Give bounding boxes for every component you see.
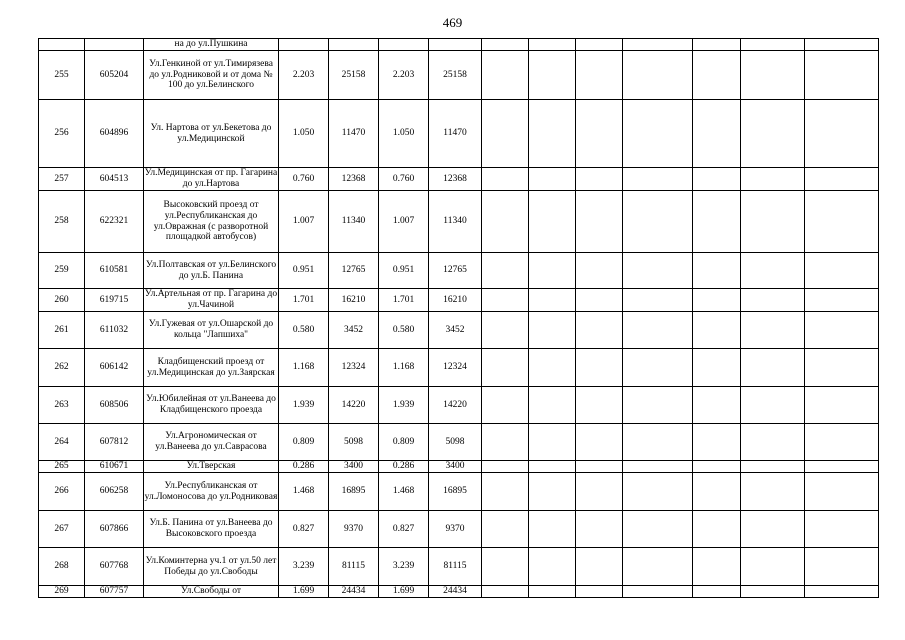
table-row: [39, 424, 879, 461]
length-cell: 1.701: [279, 289, 329, 312]
empty-cell: [529, 461, 576, 473]
empty-cell: [482, 424, 529, 461]
length-cell: 0.951: [279, 253, 329, 289]
empty-cell: [693, 289, 741, 312]
area-cell: 11470: [329, 100, 379, 168]
code-cell: 611032: [85, 312, 144, 349]
empty-cell: [623, 191, 693, 253]
empty-cell: [693, 586, 741, 598]
street-name-cell: Ул.Свободы от: [144, 586, 279, 598]
area-cell: 3452: [329, 312, 379, 349]
empty-cell: [741, 511, 805, 548]
empty-cell: [576, 548, 623, 586]
row-number-cell: 255: [39, 51, 85, 100]
code-cell: 606258: [85, 473, 144, 511]
street-name-cell: Ул.Генкиной от ул.Тимирязева до ул.Родниковой и от дома № 100 до ул.Белинского: [144, 51, 279, 100]
length-cell: 1.007: [279, 191, 329, 253]
empty-cell: [693, 100, 741, 168]
length-cell: 1.939: [379, 387, 429, 424]
empty-cell: [576, 511, 623, 548]
table-body: [39, 39, 879, 598]
area-cell: 12765: [429, 253, 482, 289]
empty-cell: [741, 312, 805, 349]
table-row: [39, 312, 879, 349]
empty-cell: [805, 168, 879, 191]
area-cell: 12765: [329, 253, 379, 289]
empty-cell: [741, 100, 805, 168]
empty-cell: [529, 168, 576, 191]
empty-cell: [482, 168, 529, 191]
street-name-cell: Ул.Юбилейная от ул.Ванеева до Кладбищенского проезда: [144, 387, 279, 424]
length-cell: 1.699: [379, 586, 429, 598]
empty-cell: [576, 473, 623, 511]
row-number-cell: 261: [39, 312, 85, 349]
empty-cell: [805, 586, 879, 598]
area-cell: 11340: [429, 191, 482, 253]
street-name-cell: Ул.Тверская: [144, 461, 279, 473]
empty-cell: [529, 586, 576, 598]
empty-cell: [805, 289, 879, 312]
empty-cell: [529, 253, 576, 289]
row-number-cell: 257: [39, 168, 85, 191]
row-number-cell: 259: [39, 253, 85, 289]
area-cell: 16210: [329, 289, 379, 312]
street-name-cell: на до ул.Пушкина: [144, 39, 279, 51]
length-cell: 0.827: [379, 511, 429, 548]
area-cell: 9370: [429, 511, 482, 548]
length-cell: 1.168: [379, 349, 429, 387]
empty-cell: [529, 511, 576, 548]
table-row: [39, 461, 879, 473]
empty-cell: [741, 461, 805, 473]
empty-cell: [482, 312, 529, 349]
row-number-cell: 263: [39, 387, 85, 424]
empty-cell: [529, 51, 576, 100]
empty-cell: [482, 349, 529, 387]
table-row: [39, 168, 879, 191]
table-row: [39, 586, 879, 598]
empty-cell: [529, 548, 576, 586]
empty-cell: [693, 253, 741, 289]
code-cell: 619715: [85, 289, 144, 312]
length-cell: 1.699: [279, 586, 329, 598]
table-row: [39, 387, 879, 424]
area-cell: 16895: [429, 473, 482, 511]
street-name-cell: Ул.Артельная от пр. Гагарина до ул.Чачиной: [144, 289, 278, 310]
length-cell: 0.827: [279, 511, 329, 548]
table-row: [39, 51, 879, 100]
row-number-cell: 258: [39, 191, 85, 253]
code-cell: 607812: [85, 424, 144, 461]
row-number-cell: 256: [39, 100, 85, 168]
table-row: [39, 473, 879, 511]
empty-cell: [623, 473, 693, 511]
area-cell: 16210: [429, 289, 482, 312]
empty-cell: [693, 424, 741, 461]
empty-cell: [623, 312, 693, 349]
code-cell: 607866: [85, 511, 144, 548]
empty-cell: [529, 289, 576, 312]
empty-cell: [805, 312, 879, 349]
length-cell: 1.050: [279, 100, 329, 168]
empty-cell: [805, 253, 879, 289]
empty-cell: [623, 168, 693, 191]
area-cell: 3452: [429, 312, 482, 349]
empty-cell: [693, 461, 741, 473]
length-cell: 0.760: [379, 168, 429, 191]
area-cell: 12368: [329, 168, 379, 191]
empty-cell: [805, 511, 879, 548]
empty-cell: [805, 100, 879, 168]
empty-cell: [805, 51, 879, 100]
page-number: 469: [442, 15, 463, 30]
empty-cell: [482, 473, 529, 511]
empty-cell: [623, 253, 693, 289]
street-name-cell: Кладбищенский проезд от ул.Медицинская до ул.Заярская: [144, 349, 279, 387]
empty-cell: [482, 191, 529, 253]
empty-cell: [805, 424, 879, 461]
empty-cell: [741, 473, 805, 511]
empty-cell: [529, 100, 576, 168]
empty-cell: [693, 51, 741, 100]
empty-cell: [482, 289, 529, 312]
area-cell: 16895: [329, 473, 379, 511]
empty-cell: [805, 461, 879, 473]
empty-cell: [482, 253, 529, 289]
table-row: [39, 511, 879, 548]
code-cell: 605204: [85, 51, 144, 100]
empty-cell: [693, 312, 741, 349]
table-row: [39, 253, 879, 289]
table-row: [39, 100, 879, 168]
empty-cell: [741, 253, 805, 289]
code-cell: 610671: [85, 461, 144, 473]
empty-cell: [623, 387, 693, 424]
empty-cell: [576, 100, 623, 168]
row-number-cell: 268: [39, 548, 85, 586]
empty-cell: [741, 51, 805, 100]
area-cell: 25158: [429, 51, 482, 100]
empty-cell: [623, 424, 693, 461]
area-cell: 9370: [329, 511, 379, 548]
empty-cell: [576, 168, 623, 191]
empty-cell: [805, 387, 879, 424]
empty-cell: [576, 424, 623, 461]
area-cell: 81115: [429, 548, 482, 586]
area-cell: 12324: [429, 349, 482, 387]
empty-cell: [805, 473, 879, 511]
empty-cell: [576, 586, 623, 598]
code-cell: [85, 39, 144, 51]
empty-cell: [529, 312, 576, 349]
row-number-cell: 265: [39, 461, 85, 473]
empty-cell: [805, 349, 879, 387]
length-cell: 1.050: [379, 100, 429, 168]
code-cell: 610581: [85, 253, 144, 289]
length-cell: 3.239: [279, 548, 329, 586]
row-number-cell: 262: [39, 349, 85, 387]
empty-cell: [576, 312, 623, 349]
row-number-cell: 260: [39, 289, 85, 312]
empty-cell: [741, 191, 805, 253]
length-cell: 0.286: [379, 461, 429, 473]
empty-cell: [576, 51, 623, 100]
code-cell: 604513: [85, 168, 144, 191]
table-row-continuation: [39, 39, 879, 51]
empty-cell: [623, 461, 693, 473]
length-cell: 1.007: [379, 191, 429, 253]
code-cell: 607768: [85, 548, 144, 586]
street-name-cell: Ул.Медицинская от пр. Гагарина до ул.Нартова: [144, 168, 278, 189]
area-cell: 5098: [429, 424, 482, 461]
empty-cell: [623, 586, 693, 598]
length-cell: 0.580: [379, 312, 429, 349]
empty-cell: [693, 168, 741, 191]
street-name-cell: Ул.Б. Панина от ул.Ванеева до Высоковского проезда: [144, 511, 279, 548]
length-cell: 0.809: [279, 424, 329, 461]
length-cell: 1.468: [379, 473, 429, 511]
empty-cell: [576, 349, 623, 387]
empty-cell: [693, 191, 741, 253]
row-number-cell: 266: [39, 473, 85, 511]
empty-cell: [693, 473, 741, 511]
area-cell: 12368: [429, 168, 482, 191]
empty-cell: [576, 289, 623, 312]
area-cell: 25158: [329, 51, 379, 100]
area-cell: 11340: [329, 191, 379, 253]
empty-cell: [623, 548, 693, 586]
length-cell: 3.239: [379, 548, 429, 586]
area-cell: 3400: [429, 461, 482, 473]
empty-cell: [741, 168, 805, 191]
area-cell: 11470: [429, 100, 482, 168]
code-cell: 604896: [85, 100, 144, 168]
empty-cell: [482, 586, 529, 598]
empty-cell: [482, 548, 529, 586]
length-cell: 0.951: [379, 253, 429, 289]
empty-cell: [576, 191, 623, 253]
empty-cell: [576, 461, 623, 473]
empty-cell: [693, 548, 741, 586]
empty-cell: [623, 289, 693, 312]
code-cell: 622321: [85, 191, 144, 253]
area-cell: 12324: [329, 349, 379, 387]
empty-cell: [693, 349, 741, 387]
street-name-cell: Ул.Коминтерна уч.1 от ул.50 лет Победы до ул.Свободы: [144, 548, 279, 586]
empty-cell: [741, 586, 805, 598]
empty-cell: [623, 511, 693, 548]
empty-cell: [482, 100, 529, 168]
row-number-cell: [39, 39, 85, 51]
table-row: [39, 289, 879, 312]
empty-cell: [741, 349, 805, 387]
empty-cell: [482, 51, 529, 100]
code-cell: 607757: [85, 586, 144, 598]
area-cell: 24434: [329, 586, 379, 598]
empty-cell: [693, 387, 741, 424]
row-number-cell: 267: [39, 511, 85, 548]
empty-cell: [482, 387, 529, 424]
length-cell: 2.203: [379, 51, 429, 100]
code-cell: 608506: [85, 387, 144, 424]
empty-cell: [805, 548, 879, 586]
length-cell: 2.203: [279, 51, 329, 100]
roads-table: [38, 38, 879, 598]
area-cell: 14220: [329, 387, 379, 424]
empty-cell: [529, 387, 576, 424]
empty-cell: [529, 424, 576, 461]
empty-cell: [693, 511, 741, 548]
length-cell: 0.286: [279, 461, 329, 473]
empty-cell: [741, 387, 805, 424]
empty-cell: [529, 191, 576, 253]
empty-cell: [741, 289, 805, 312]
empty-cell: [623, 51, 693, 100]
empty-cell: [741, 424, 805, 461]
area-cell: 81115: [329, 548, 379, 586]
table-row: [39, 191, 879, 253]
street-name-cell: Ул.Полтавская от ул.Белинского до ул.Б. Панина: [144, 253, 279, 289]
empty-cell: [576, 253, 623, 289]
area-cell: 5098: [329, 424, 379, 461]
length-cell: 1.701: [379, 289, 429, 312]
street-name-cell: Высоковский проезд от ул.Республиканская до ул.Овражная (с разворотной площадкой автобусов): [144, 191, 279, 253]
empty-cell: [741, 548, 805, 586]
empty-cell: [482, 461, 529, 473]
row-number-cell: 264: [39, 424, 85, 461]
area-cell: 24434: [429, 586, 482, 598]
empty-cell: [623, 349, 693, 387]
empty-cell: [623, 100, 693, 168]
length-cell: 1.468: [279, 473, 329, 511]
empty-cell: [805, 191, 879, 253]
empty-cell: [482, 511, 529, 548]
street-name-cell: Ул.Гужевая от ул.Ошарской до кольца "Лапшиха": [144, 312, 279, 349]
street-name-cell: Ул. Нартова от ул.Бекетова до ул.Медицинской: [144, 100, 279, 168]
empty-cell: [576, 387, 623, 424]
area-cell: 14220: [429, 387, 482, 424]
length-cell: 0.760: [279, 168, 329, 191]
length-cell: 0.809: [379, 424, 429, 461]
street-name-cell: Ул.Республиканская от ул.Ломоносова до ул.Родниковая: [144, 473, 279, 511]
code-cell: 606142: [85, 349, 144, 387]
row-number-cell: 269: [39, 586, 85, 598]
length-cell: 1.168: [279, 349, 329, 387]
empty-cell: [529, 473, 576, 511]
street-name-cell: Ул.Агрономическая от ул.Ванеева до ул.Саврасова: [144, 424, 279, 461]
table-row: [39, 349, 879, 387]
empty-cell: [529, 349, 576, 387]
area-cell: 3400: [329, 461, 379, 473]
length-cell: 0.580: [279, 312, 329, 349]
length-cell: 1.939: [279, 387, 329, 424]
table-row: [39, 548, 879, 586]
